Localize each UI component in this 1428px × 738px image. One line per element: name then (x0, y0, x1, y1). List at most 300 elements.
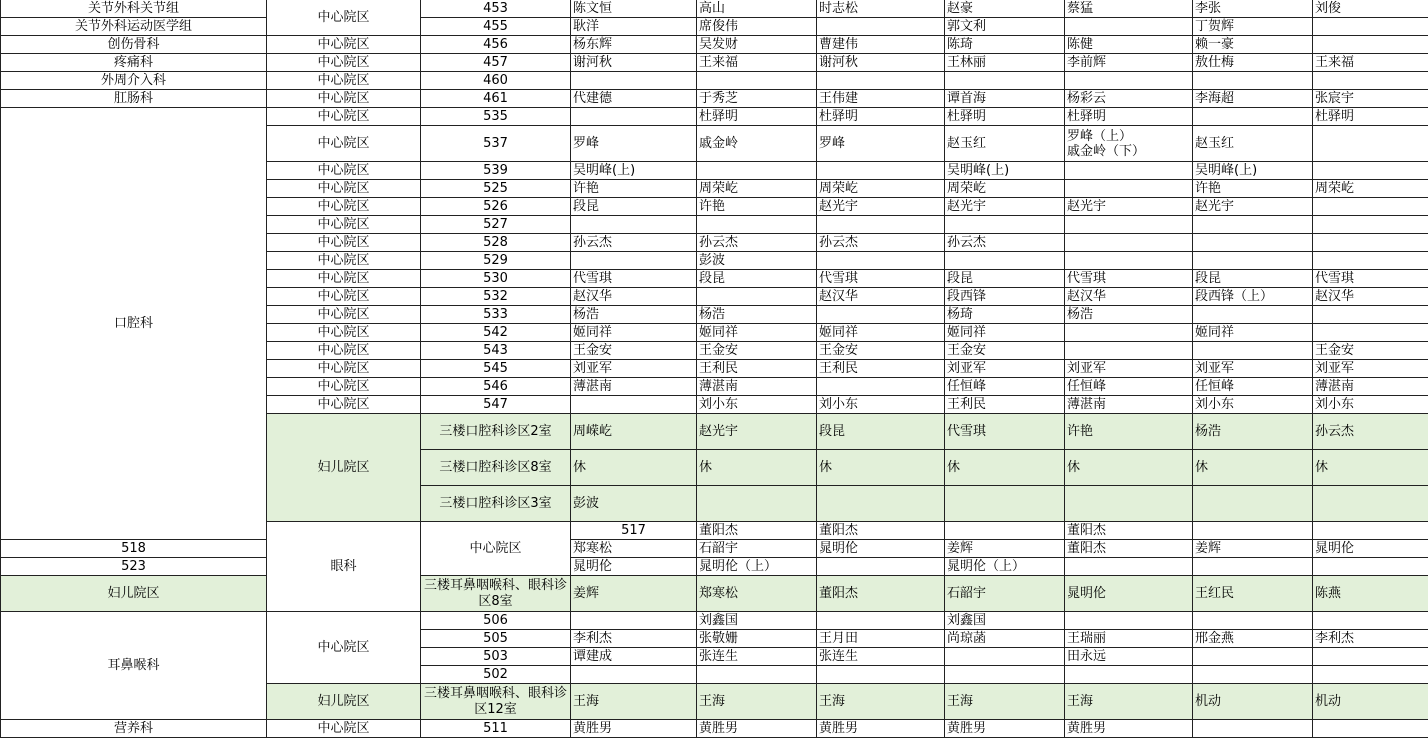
table-cell[interactable] (421, 72, 571, 90)
table-cell[interactable] (1313, 252, 1428, 270)
table-cell[interactable] (571, 288, 697, 306)
table-cell[interactable] (1193, 720, 1313, 738)
table-cell[interactable] (421, 90, 571, 108)
table-cell[interactable] (817, 216, 945, 234)
table-cell[interactable] (945, 630, 1065, 648)
table-cell[interactable] (945, 0, 1065, 18)
table-cell[interactable] (697, 126, 817, 162)
table-cell[interactable] (945, 198, 1065, 216)
table-cell[interactable] (1193, 540, 1313, 558)
table-cell[interactable] (1065, 36, 1193, 54)
table-cell[interactable] (421, 612, 571, 630)
table-cell[interactable] (267, 378, 421, 396)
table-cell[interactable] (697, 648, 817, 666)
table-cell[interactable] (1065, 234, 1193, 252)
table-cell[interactable] (1193, 522, 1313, 540)
table-cell[interactable] (697, 522, 817, 540)
table-cell[interactable] (945, 396, 1065, 414)
table-cell[interactable] (571, 378, 697, 396)
table-cell[interactable] (421, 18, 571, 36)
table-cell[interactable] (571, 72, 697, 90)
table-cell[interactable] (1313, 522, 1428, 540)
table-cell[interactable] (1193, 324, 1313, 342)
table-cell[interactable] (817, 558, 945, 576)
table-cell[interactable] (421, 126, 571, 162)
table-cell[interactable] (1193, 36, 1313, 54)
table-cell[interactable] (571, 252, 697, 270)
table-cell[interactable] (945, 684, 1065, 720)
table-cell[interactable] (421, 324, 571, 342)
table-cell[interactable] (945, 360, 1065, 378)
table-cell[interactable] (1065, 288, 1193, 306)
table-cell[interactable] (945, 378, 1065, 396)
table-cell[interactable] (817, 666, 945, 684)
table-cell[interactable] (571, 342, 697, 360)
table-cell[interactable] (697, 324, 817, 342)
table-cell[interactable] (1313, 720, 1428, 738)
table-cell[interactable] (1313, 396, 1428, 414)
table-cell[interactable] (697, 72, 817, 90)
table-cell[interactable] (1193, 270, 1313, 288)
table-cell[interactable] (571, 486, 697, 522)
table-cell[interactable] (1313, 234, 1428, 252)
table-cell[interactable] (1313, 576, 1428, 612)
table-cell[interactable] (1193, 576, 1313, 612)
table-cell[interactable] (1, 54, 267, 72)
table-cell[interactable] (267, 108, 421, 126)
table-cell[interactable] (817, 324, 945, 342)
table-cell[interactable] (945, 540, 1065, 558)
table-cell[interactable] (571, 720, 697, 738)
table-cell[interactable] (1193, 396, 1313, 414)
table-cell[interactable] (817, 576, 945, 612)
table-cell[interactable] (1065, 630, 1193, 648)
table-cell[interactable] (817, 414, 945, 450)
table-cell[interactable] (571, 540, 697, 558)
table-cell[interactable] (697, 720, 817, 738)
table-cell[interactable] (1, 72, 267, 90)
table-cell[interactable] (945, 162, 1065, 180)
table-cell[interactable] (945, 126, 1065, 162)
table-cell[interactable] (817, 0, 945, 18)
table-cell[interactable] (1065, 126, 1193, 162)
table-cell[interactable] (1065, 18, 1193, 36)
table-cell[interactable] (945, 576, 1065, 612)
table-cell[interactable] (1313, 108, 1428, 126)
table-cell[interactable] (1065, 252, 1193, 270)
table-cell[interactable] (817, 198, 945, 216)
table-cell[interactable] (571, 234, 697, 252)
table-cell[interactable] (697, 540, 817, 558)
table-cell[interactable] (421, 270, 571, 288)
table-cell[interactable] (1065, 90, 1193, 108)
table-cell[interactable] (1193, 72, 1313, 90)
table-cell[interactable] (571, 36, 697, 54)
table-cell[interactable] (267, 198, 421, 216)
table-cell[interactable] (571, 270, 697, 288)
table-cell[interactable] (817, 540, 945, 558)
table-cell[interactable] (421, 630, 571, 648)
table-cell[interactable] (1065, 612, 1193, 630)
table-cell[interactable] (1313, 162, 1428, 180)
table-cell[interactable] (1193, 450, 1313, 486)
table-cell[interactable] (945, 234, 1065, 252)
table-cell[interactable] (817, 18, 945, 36)
table-cell[interactable] (1193, 90, 1313, 108)
table-cell[interactable] (421, 54, 571, 72)
table-cell[interactable] (817, 360, 945, 378)
table-cell[interactable] (267, 270, 421, 288)
table-cell[interactable] (421, 414, 571, 450)
table-cell[interactable] (817, 288, 945, 306)
table-cell[interactable] (267, 306, 421, 324)
table-cell[interactable] (1065, 108, 1193, 126)
table-cell[interactable] (1313, 180, 1428, 198)
table-cell[interactable] (1065, 522, 1193, 540)
table-cell[interactable] (697, 558, 817, 576)
table-cell[interactable] (421, 342, 571, 360)
table-cell[interactable] (817, 684, 945, 720)
table-cell[interactable] (697, 90, 817, 108)
table-cell[interactable] (1065, 180, 1193, 198)
table-cell[interactable] (1, 18, 267, 36)
table-cell[interactable] (1193, 666, 1313, 684)
table-cell[interactable] (421, 666, 571, 684)
table-cell[interactable] (267, 324, 421, 342)
table-cell[interactable] (1193, 342, 1313, 360)
table-cell[interactable] (697, 396, 817, 414)
table-cell[interactable] (817, 108, 945, 126)
table-cell[interactable] (267, 54, 421, 72)
table-cell[interactable] (945, 486, 1065, 522)
table-cell[interactable] (571, 360, 697, 378)
table-cell[interactable] (945, 558, 1065, 576)
table-cell[interactable] (421, 0, 571, 18)
table-cell[interactable] (421, 720, 571, 738)
table-cell[interactable] (817, 396, 945, 414)
table-cell[interactable] (817, 252, 945, 270)
table-cell[interactable] (945, 252, 1065, 270)
table-cell[interactable] (1313, 558, 1428, 576)
table-cell[interactable] (945, 216, 1065, 234)
table-cell[interactable] (1065, 720, 1193, 738)
table-cell[interactable] (1, 90, 267, 108)
table-cell[interactable] (267, 342, 421, 360)
table-cell[interactable] (421, 360, 571, 378)
table-cell[interactable] (1313, 126, 1428, 162)
table-cell[interactable] (1313, 648, 1428, 666)
table-cell[interactable] (267, 90, 421, 108)
table-cell[interactable] (1065, 684, 1193, 720)
table-cell[interactable] (1313, 288, 1428, 306)
table-cell[interactable] (1193, 648, 1313, 666)
table-cell[interactable] (267, 126, 421, 162)
table-cell[interactable] (267, 288, 421, 306)
table-cell[interactable] (421, 162, 571, 180)
table-cell[interactable] (945, 90, 1065, 108)
table-cell[interactable] (817, 342, 945, 360)
table-cell[interactable] (571, 414, 697, 450)
table-cell[interactable] (267, 522, 421, 612)
table-cell[interactable] (267, 360, 421, 378)
table-cell[interactable] (945, 324, 1065, 342)
table-cell[interactable] (571, 198, 697, 216)
table-cell[interactable] (1193, 198, 1313, 216)
table-cell[interactable] (421, 36, 571, 54)
table-cell[interactable] (1065, 414, 1193, 450)
table-cell[interactable] (945, 288, 1065, 306)
table-cell[interactable] (421, 306, 571, 324)
table-cell[interactable] (697, 450, 817, 486)
table-cell[interactable] (571, 522, 697, 540)
table-cell[interactable] (267, 234, 421, 252)
table-cell[interactable] (267, 414, 421, 522)
table-cell[interactable] (817, 162, 945, 180)
table-cell[interactable] (697, 0, 817, 18)
table-cell[interactable] (267, 216, 421, 234)
table-cell[interactable] (817, 450, 945, 486)
table-cell[interactable] (817, 630, 945, 648)
table-cell[interactable] (1313, 342, 1428, 360)
table-cell[interactable] (1, 558, 267, 576)
table-cell[interactable] (571, 306, 697, 324)
table-cell[interactable] (1193, 306, 1313, 324)
table-cell[interactable] (571, 216, 697, 234)
table-cell[interactable] (571, 666, 697, 684)
table-cell[interactable] (817, 180, 945, 198)
table-cell[interactable] (817, 720, 945, 738)
table-cell[interactable] (1065, 162, 1193, 180)
table-cell[interactable] (1, 0, 267, 18)
table-cell[interactable] (1313, 540, 1428, 558)
table-cell[interactable] (421, 450, 571, 486)
table-cell[interactable] (1065, 0, 1193, 18)
table-cell[interactable] (267, 252, 421, 270)
table-cell[interactable] (945, 54, 1065, 72)
table-cell[interactable] (1, 720, 267, 738)
table-cell[interactable] (817, 36, 945, 54)
table-cell[interactable] (1, 540, 267, 558)
table-cell[interactable] (571, 108, 697, 126)
table-cell[interactable] (571, 630, 697, 648)
table-cell[interactable] (571, 576, 697, 612)
table-cell[interactable] (817, 612, 945, 630)
table-cell[interactable] (421, 288, 571, 306)
table-cell[interactable] (817, 486, 945, 522)
table-cell[interactable] (571, 162, 697, 180)
table-cell[interactable] (697, 234, 817, 252)
table-cell[interactable] (1, 612, 267, 720)
table-cell[interactable] (421, 108, 571, 126)
table-cell[interactable] (697, 198, 817, 216)
table-cell[interactable] (817, 270, 945, 288)
table-cell[interactable] (267, 720, 421, 738)
table-cell[interactable] (571, 324, 697, 342)
table-cell[interactable] (1313, 414, 1428, 450)
table-cell[interactable] (267, 72, 421, 90)
table-cell[interactable] (817, 90, 945, 108)
table-cell[interactable] (1065, 540, 1193, 558)
table-cell[interactable] (945, 18, 1065, 36)
table-cell[interactable] (1065, 342, 1193, 360)
table-cell[interactable] (697, 18, 817, 36)
table-cell[interactable] (1193, 252, 1313, 270)
table-cell[interactable] (697, 36, 817, 54)
table-cell[interactable] (1193, 414, 1313, 450)
table-cell[interactable] (1065, 486, 1193, 522)
table-cell[interactable] (697, 486, 817, 522)
table-cell[interactable] (697, 684, 817, 720)
table-cell[interactable] (421, 198, 571, 216)
table-cell[interactable] (697, 414, 817, 450)
table-cell[interactable] (1193, 558, 1313, 576)
table-cell[interactable] (1065, 54, 1193, 72)
table-cell[interactable] (817, 72, 945, 90)
table-cell[interactable] (1, 36, 267, 54)
table-cell[interactable] (421, 234, 571, 252)
table-cell[interactable] (945, 666, 1065, 684)
table-cell[interactable] (1193, 234, 1313, 252)
table-cell[interactable] (1313, 198, 1428, 216)
table-cell[interactable] (1313, 378, 1428, 396)
table-cell[interactable] (421, 486, 571, 522)
table-cell[interactable] (945, 72, 1065, 90)
table-cell[interactable] (697, 360, 817, 378)
table-cell[interactable] (697, 252, 817, 270)
table-cell[interactable] (697, 342, 817, 360)
table-cell[interactable] (571, 450, 697, 486)
table-cell[interactable] (945, 522, 1065, 540)
table-cell[interactable] (1065, 270, 1193, 288)
table-cell[interactable] (1065, 450, 1193, 486)
table-cell[interactable] (697, 108, 817, 126)
table-cell[interactable] (267, 180, 421, 198)
table-cell[interactable] (1065, 666, 1193, 684)
table-cell[interactable] (1193, 54, 1313, 72)
table-cell[interactable] (1313, 54, 1428, 72)
table-cell[interactable] (267, 162, 421, 180)
table-cell[interactable] (1065, 378, 1193, 396)
table-cell[interactable] (421, 648, 571, 666)
table-cell[interactable] (1193, 180, 1313, 198)
table-cell[interactable] (421, 216, 571, 234)
table-cell[interactable] (945, 270, 1065, 288)
table-cell[interactable] (267, 396, 421, 414)
table-cell[interactable] (1313, 630, 1428, 648)
table-cell[interactable] (945, 414, 1065, 450)
table-cell[interactable] (421, 684, 571, 720)
table-cell[interactable] (697, 630, 817, 648)
table-cell[interactable] (697, 612, 817, 630)
table-cell[interactable] (1065, 558, 1193, 576)
table-cell[interactable] (1193, 126, 1313, 162)
table-cell[interactable] (1065, 216, 1193, 234)
table-cell[interactable] (571, 612, 697, 630)
table-cell[interactable] (1065, 396, 1193, 414)
table-cell[interactable] (1313, 216, 1428, 234)
table-cell[interactable] (945, 180, 1065, 198)
table-cell[interactable] (817, 54, 945, 72)
table-cell[interactable] (697, 306, 817, 324)
table-cell[interactable] (1193, 486, 1313, 522)
table-cell[interactable] (1313, 612, 1428, 630)
table-cell[interactable] (571, 18, 697, 36)
table-cell[interactable] (817, 378, 945, 396)
table-cell[interactable] (945, 36, 1065, 54)
table-cell[interactable] (1193, 378, 1313, 396)
table-cell[interactable] (945, 450, 1065, 486)
table-cell[interactable] (697, 270, 817, 288)
table-cell[interactable] (697, 288, 817, 306)
table-cell[interactable] (1313, 90, 1428, 108)
table-cell[interactable] (945, 720, 1065, 738)
table-cell[interactable] (697, 378, 817, 396)
table-cell[interactable] (267, 36, 421, 54)
table-cell[interactable] (1193, 216, 1313, 234)
table-cell[interactable] (1065, 324, 1193, 342)
table-cell[interactable] (571, 558, 697, 576)
table-cell[interactable] (421, 180, 571, 198)
table-cell[interactable] (1065, 198, 1193, 216)
table-cell[interactable] (1313, 666, 1428, 684)
table-cell[interactable] (571, 54, 697, 72)
table-cell[interactable] (817, 522, 945, 540)
table-cell[interactable] (1193, 630, 1313, 648)
table-cell[interactable] (1313, 72, 1428, 90)
table-cell[interactable] (571, 180, 697, 198)
table-cell[interactable] (817, 234, 945, 252)
table-cell[interactable] (421, 576, 571, 612)
table-cell[interactable] (817, 306, 945, 324)
table-cell[interactable] (697, 576, 817, 612)
table-cell[interactable] (421, 522, 571, 576)
table-cell[interactable] (267, 0, 421, 36)
table-cell[interactable] (421, 396, 571, 414)
table-cell[interactable] (1193, 288, 1313, 306)
table-cell[interactable] (697, 162, 817, 180)
table-cell[interactable] (1065, 306, 1193, 324)
table-cell[interactable] (1193, 108, 1313, 126)
table-cell[interactable] (1193, 18, 1313, 36)
table-cell[interactable] (1193, 0, 1313, 18)
table-cell[interactable] (697, 216, 817, 234)
table-cell[interactable] (1313, 306, 1428, 324)
table-cell[interactable] (945, 108, 1065, 126)
table-cell[interactable] (1313, 270, 1428, 288)
table-cell[interactable] (697, 54, 817, 72)
table-cell[interactable] (571, 648, 697, 666)
table-cell[interactable] (571, 0, 697, 18)
table-cell[interactable] (1193, 360, 1313, 378)
table-cell[interactable] (1313, 36, 1428, 54)
table-cell[interactable] (1193, 612, 1313, 630)
table-cell[interactable] (1313, 0, 1428, 18)
table-cell[interactable] (1065, 72, 1193, 90)
table-cell[interactable] (945, 306, 1065, 324)
table-cell[interactable] (571, 396, 697, 414)
table-cell[interactable] (267, 684, 421, 720)
table-cell[interactable] (817, 648, 945, 666)
table-cell[interactable] (1065, 576, 1193, 612)
table-cell[interactable] (697, 180, 817, 198)
table-cell[interactable] (1313, 684, 1428, 720)
table-cell[interactable] (421, 252, 571, 270)
table-cell[interactable] (1193, 684, 1313, 720)
table-cell[interactable] (1, 576, 267, 612)
table-cell[interactable] (571, 90, 697, 108)
table-cell[interactable] (1313, 450, 1428, 486)
table-cell[interactable] (817, 126, 945, 162)
